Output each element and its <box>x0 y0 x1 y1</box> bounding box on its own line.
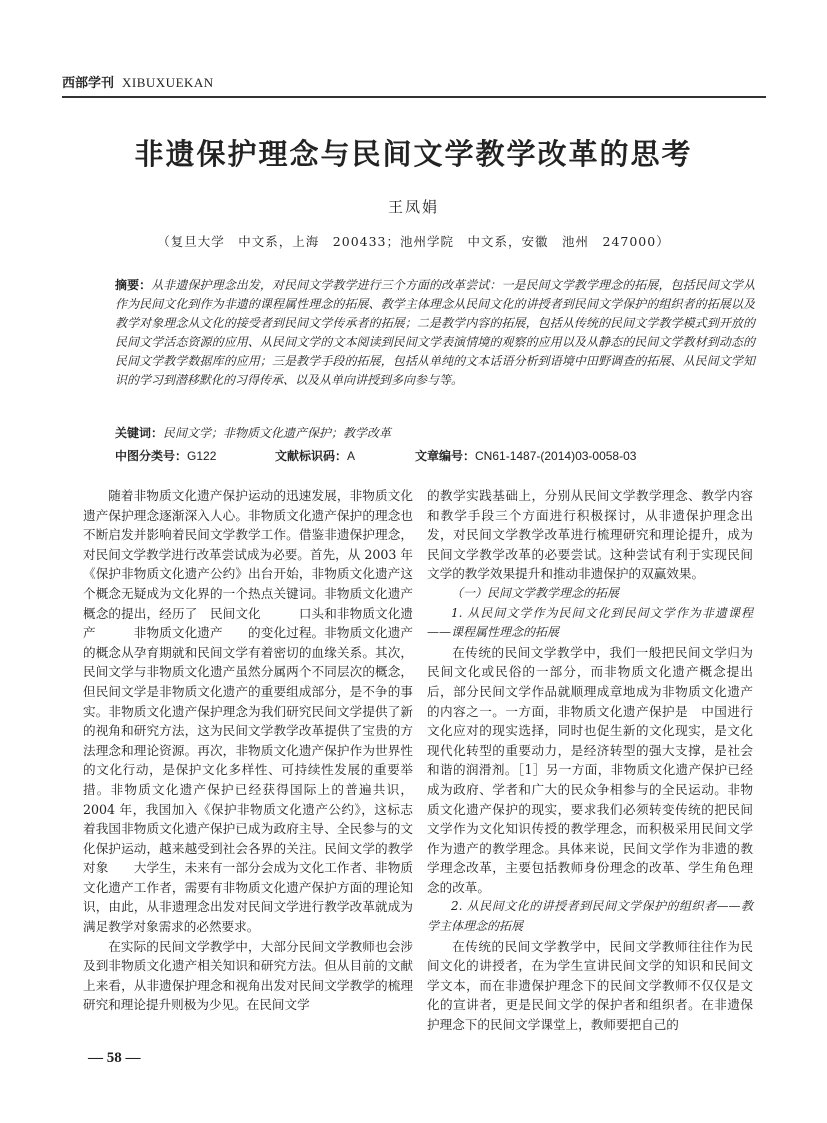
doc-code-label: 文献标识码： <box>275 449 348 463</box>
page-number: — 58 — <box>88 1050 141 1066</box>
body-paragraph: 在实际的民间文学教学中，大部分民间文学教师也会涉及到非物质文化遗产相关知识和研究方法。但从目前的文献上来看，从非遗保护理念和视角出发对民间文学教学的梳理研究和理论提升则极为少见。在民间文学 <box>83 938 413 1013</box>
body-paragraph: 在传统的民间文学教学中，民间文学教师往往作为民间文化的讲授者，在为学生宣讲民间文学的知识和民间文学文本，而在非遗保护理念下的民间文学教师不仅仅是文化的宣讲者，更是民间文学的保护者和组织者。在非遗保护理念下的民间文学课堂上，教师要把自己的 <box>427 938 753 1033</box>
running-header <box>62 72 214 91</box>
keywords-text: 民间文学；非物质文化遗产保护；教学改革 <box>163 426 392 440</box>
clc-value: G122 <box>187 449 217 463</box>
body-left-column <box>83 486 413 1015</box>
journal-name-en: XIBUXUEKAN <box>122 75 214 90</box>
section-heading: （一）民间文学教学理念的拓展 <box>451 585 620 600</box>
article-number-label: 文章编号： <box>415 449 476 463</box>
header-rule <box>62 96 766 98</box>
article-number-value: CN61-1487-(2014)03-0058-03 <box>475 449 637 463</box>
keywords-label: 关键词： <box>115 426 164 440</box>
journal-name-cn: 西部学刊 <box>62 76 115 91</box>
subsection-heading: 1. 从民间文学作为民间文化到民间文学作为非遗课程——课程属性理念的拓展 <box>427 605 753 640</box>
abstract <box>115 276 755 390</box>
body-paragraph: 的教学实践基础上，分别从民间文学教学理念、教学内容和教学手段三个方面进行积极探讨，从非遗保护理念出发，对民间文学教学改革进行梳理研究和理论提升，成为民间文学教学改革的必要尝试。这种尝试有利于实现民间文学的教学效果提升和推动非遗保护的双赢效果。 <box>427 488 753 582</box>
abstract-label: 摘要： <box>115 278 152 292</box>
body-paragraph: 随着非物质文化遗产保护运动的迅速发展，非物质文化遗产保护理念逐渐深入人心。非物质文化遗产保护的理念也不断启发并影响着民间文学教学工作。借鉴非遗保护理念，对民间文学教学进行改革尝试成为必要。首先，从 2003 年《保护非物质文化遗产公约》出台开始，非物质文化遗产这个概念无疑成为文化界的一个热点关键词。非物质文化遗产概念的提出，经历了 民间文化 口头和非物质文化遗产 非物质文化遗产 的变化过程。非物质文化遗产的概念从孕育期就和民间文学有着密切的血缘关系。其次，民间文学与非物质文化遗产虽然分属两个不同层次的概念，但民间文学是非物质文化遗产的重要组成部分，是不争的事实。非物质文化遗产保护理念为我们研究民间文学提供了新的视角和研究方法，这为民间文学教学改革提供了宝贵的方法理念和理论资源。再次，非物质文化遗产保护作为世界性的文化行动，是保护文化多样性、可持续性发展的重要举措。非物质文化遗产保护已经获得国际上的普遍共识，2004 年，我国加入《保护非物质文化遗产公约》，这标志着我国非物质文化遗产保护已成为政府主导、全民参与的文化保护运动，越来越受到社会各界的关注。民间文学的教学对象 大学生，未来有一部分会成为文化工作者、非物质文化遗产工作者，需要有非物质文化遗产保护方面的理论知识，由此，从非遗理念出发对民间文学进行教学改革就成为满足教学对象需求的必然要求。 <box>83 488 413 935</box>
doc-code-field <box>275 447 355 464</box>
subsection-heading: 2. 从民间文化的讲授者到民间文学保护的组织者——教学主体理念的拓展 <box>427 899 753 934</box>
clc-field <box>115 447 216 464</box>
article-title: 非遗保护理念与民间文学教学改革的思考 <box>134 137 693 171</box>
affiliation: （复旦大学 中文系，上海 200433；池州学院 中文系，安徽 池州 247000） <box>157 234 670 249</box>
body-paragraph: 在传统的民间文学教学中，我们一般把民间文学归为民间文化或民俗的一部分，而非物质文化遗产概念提出后，部分民间文学作品就顺理成章地成为非物质文化遗产的内容之一。一方面，非物质文化遗产保护是 中国进行文化应对的现实选择，同时也促生新的文化现实，是文化现代化转型的重要动力，是经济转型的强大支撑，是社会和谐的润滑剂。［1］另一方面，非物质文化遗产保护已经成为政府、学者和广大的民众争相参与的全民运动。非物质文化遗产保护的现实，要求我们必须转变传统的把民间文学作为文化知识传授的教学理念，而积极采用民间文学作为遗产的教学理念。具体来说，民间文学作为非遗的教学理念改革，主要包括教师身份理念的改革、学生角色理念的改革。 <box>427 644 753 895</box>
clc-label: 中图分类号： <box>115 449 188 463</box>
keywords <box>115 424 391 441</box>
body-right-column <box>427 486 753 1035</box>
author-name: 王凤娟 <box>387 198 439 216</box>
abstract-text: 从非遗保护理念出发，对民间文学教学进行三个方面的改革尝试：一是民间文学教学理念的拓展，包括民间文学从作为民间文化到作为非遗的课程属性理念的拓展、教学主体理念从民间文化的讲授者到民间文学保护的组织者的拓展以及教学对象理念从文化的接受者到民间文学传承者的拓展；二是教学内容的拓展，包括从传统的民间文学教学模式到开放的民间文学活态资源的应用、从民间文学的文本阅读到民间文学表演情境的观察的应用以及从静态的民间文学教材到动态的民间文学教学数据库的应用；三是教学手段的拓展，包括从单纯的文本话语分析到语境中田野调查的拓展、从民间文学知识的学习到潜移默化的习得传承、以及从单向讲授到多向参与等。 <box>115 278 755 387</box>
doc-code-value: A <box>347 449 356 463</box>
article-number-field <box>415 447 636 464</box>
